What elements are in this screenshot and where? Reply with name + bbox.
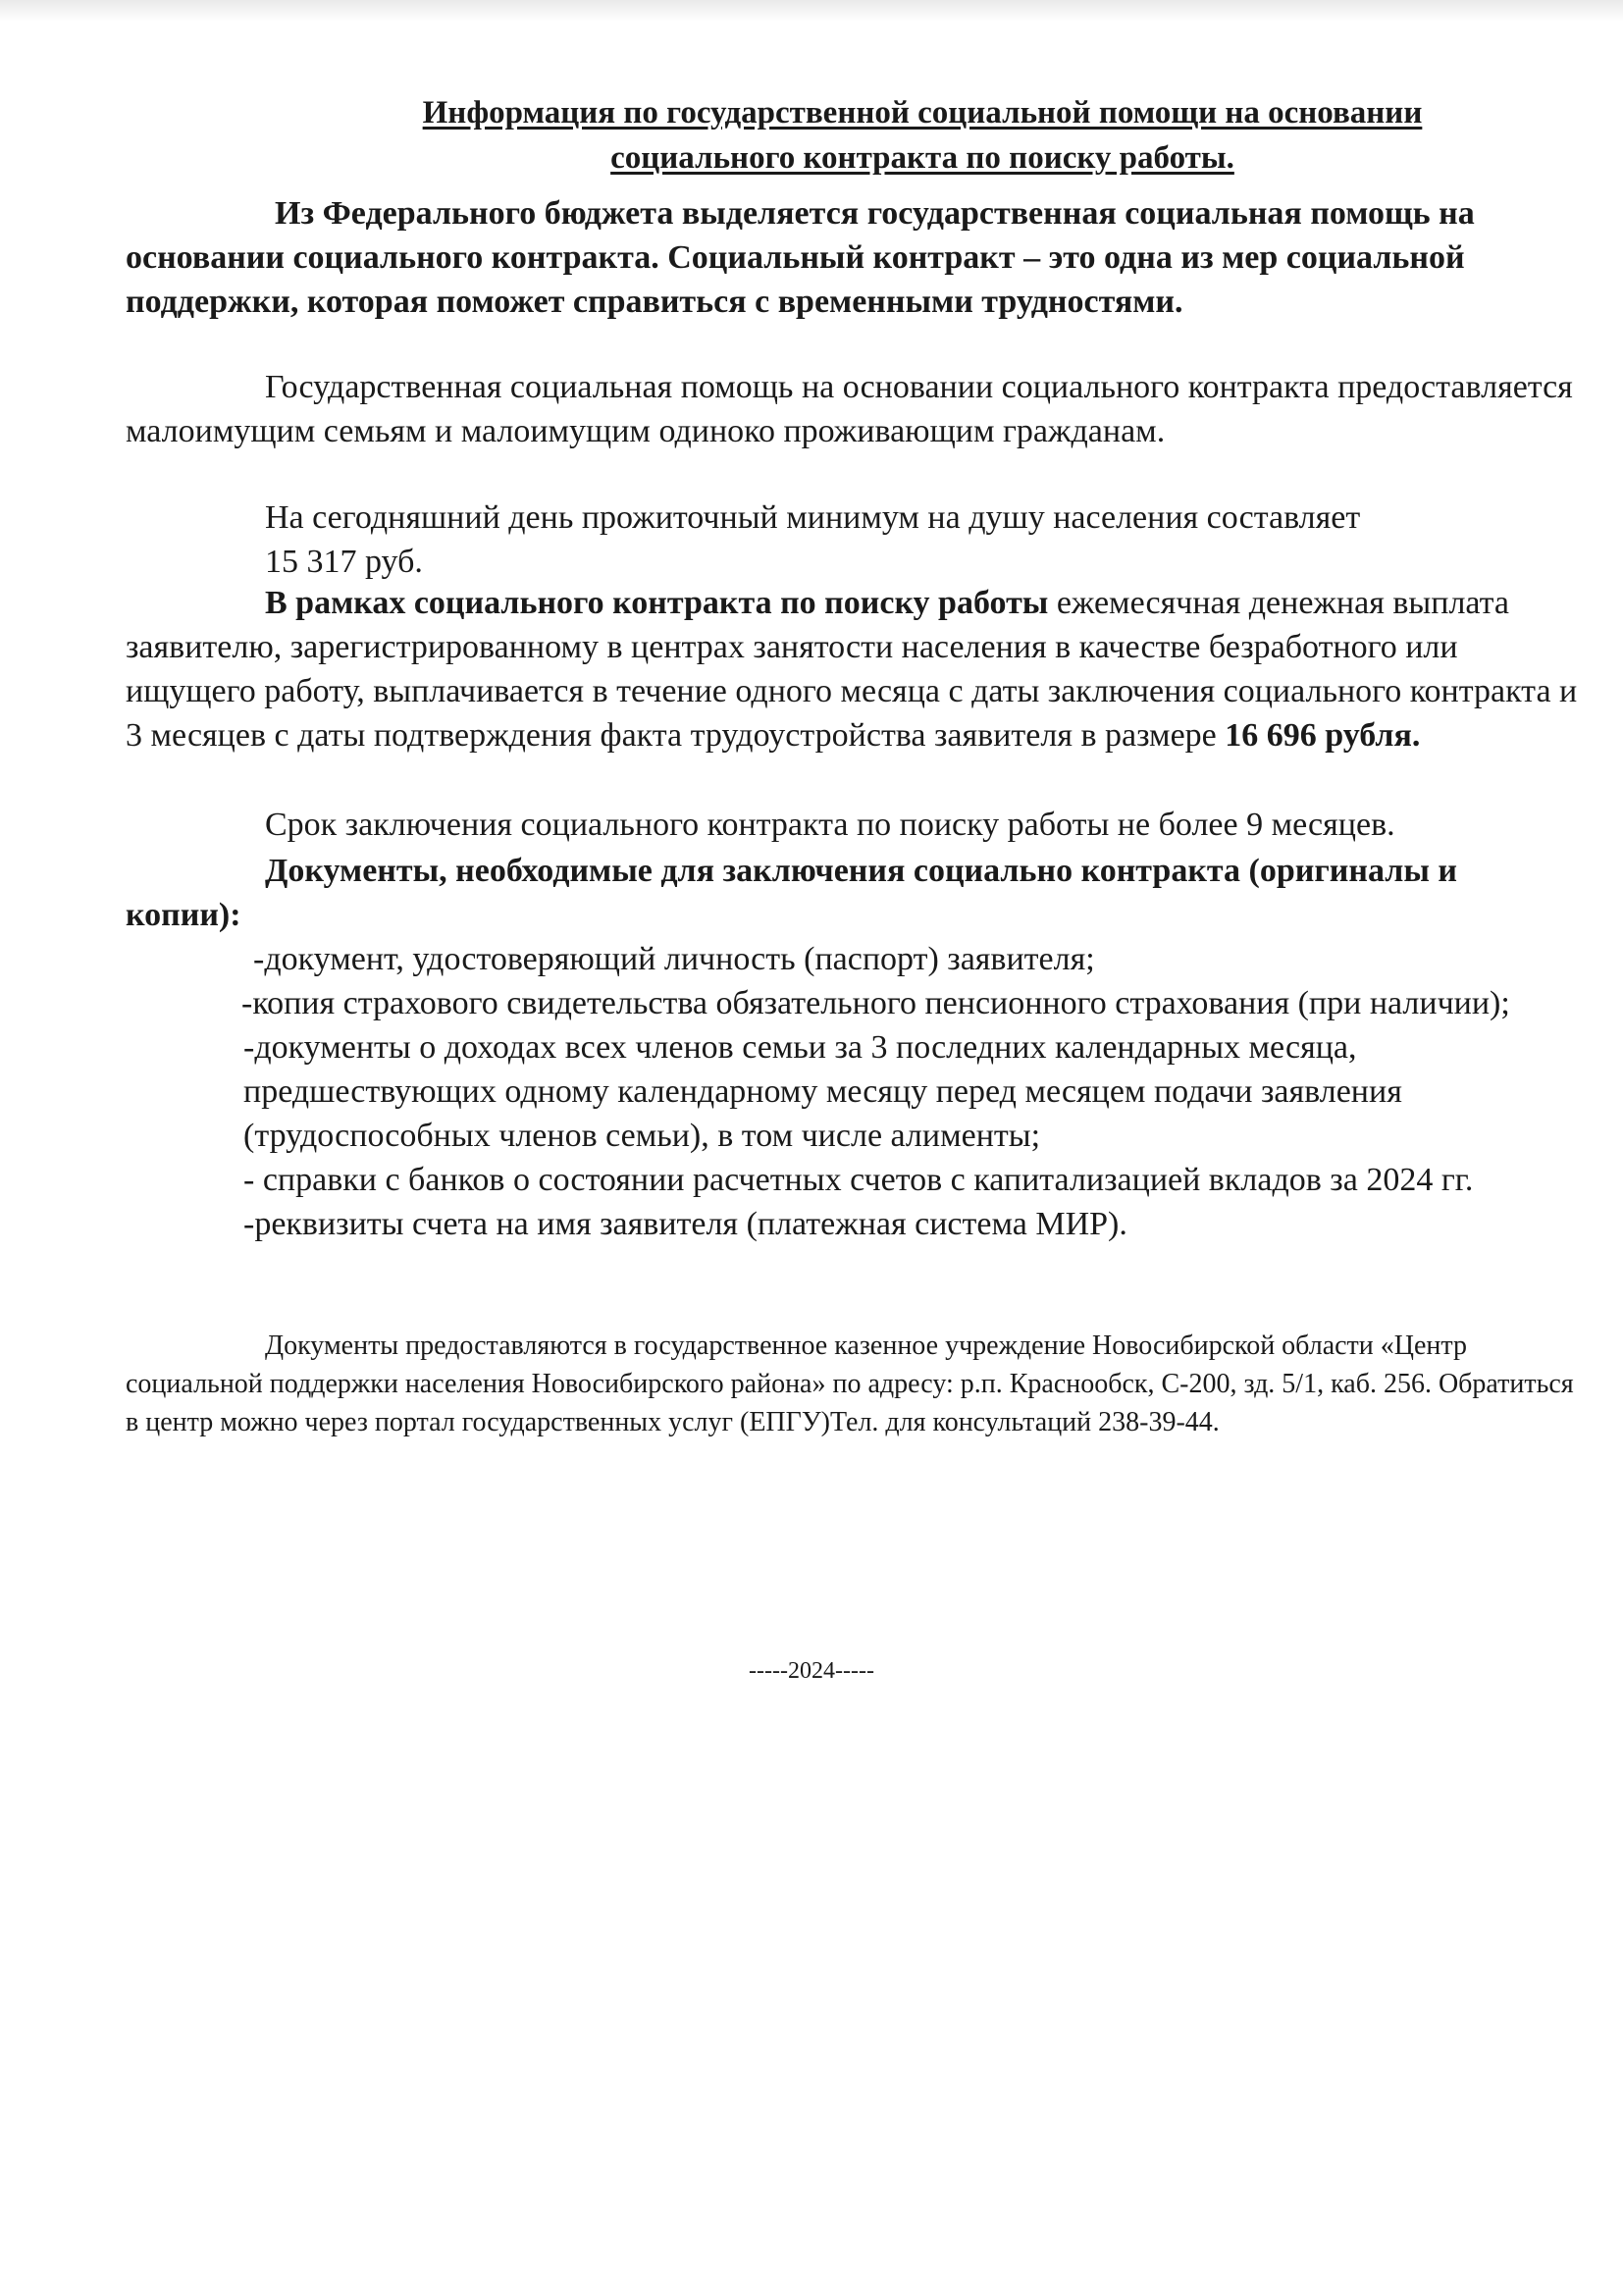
job-text: ежемесячная денежная выплата заявителю, зарегистрированному в центрах занятости населения в качестве безработного или ищущего работу, выплачивается в течение одного месяца с даты заключения социального контракта и 3 месяцев с даты подтверждения факта трудоустройства заявителя в размере [126, 585, 1578, 754]
minimum-text: На сегодняшний день прожиточный минимум на душу населения составляет [265, 499, 1361, 536]
intro-paragraph [126, 191, 1578, 324]
minimum-paragraph [126, 496, 1578, 584]
docs-list [126, 937, 1578, 1246]
title-line-1: Информация по государственной социальной помощи на основании [422, 95, 1423, 130]
docs-heading [126, 849, 1578, 937]
docs-item: -реквизиты счета на имя заявителя (платежная система МИР). [243, 1206, 1127, 1242]
intro-text: Из Федерального бюджета выделяется государственная социальная помощь на основании социального контракта. Социальный контракт – это одна из мер социальной поддержки, которая поможет справиться с временными трудностями. [126, 195, 1475, 320]
docs-item-wrap [126, 981, 1578, 1025]
footer-year: -----2024----- [749, 1658, 874, 1684]
docs-item: -документ, удостоверяющий личность (паспорт) заявителя; [253, 941, 1095, 977]
title-line-2: социального контракта по поиску работы. [610, 140, 1234, 176]
contacts-text: Документы предоставляются в государственное казенное учреждение Новосибирской области «Центр социальной поддержки населения Новосибирского района» по адресу: р.п. Краснообск, С-200, зд. 5/1, каб. 256. Обратиться в центр можно через портал государственных услуг (ЕПГУ)Тел. для консультаций 238-39-44. [126, 1331, 1574, 1437]
docs-item: - справки с банков о состоянии расчетных счетов с капитализацией вкладов за 2024 гг. [243, 1162, 1474, 1198]
term-paragraph [126, 803, 1578, 847]
recipients-paragraph [126, 365, 1578, 453]
contacts-paragraph [126, 1327, 1578, 1441]
job-bold-text: В рамках социального контракта по поиску работы [265, 585, 1049, 621]
term-text: Срок заключения социального контракта по поиску работы не более 9 месяцев. [265, 807, 1395, 843]
docs-item: -копия страхового свидетельства обязательного пенсионного страхования (при наличии); [241, 985, 1510, 1021]
recipients-text: Государственная социальная помощь на основании социального контракта предоставляется малоимущим семьям и малоимущим одиноко проживающим гражданам. [126, 369, 1573, 449]
docs-item: -документы о доходах всех членов семьи за 3 последних календарных месяца, предшествующих одному календарному месяцу перед месяцем подачи заявления (трудоспособных членов семьи), в том числе алименты; [243, 1029, 1402, 1154]
minimum-value: 15 317 руб. [265, 544, 423, 580]
job-paragraph [126, 581, 1578, 757]
document-title [294, 90, 1550, 181]
job-amount: 16 696 рубля. [1225, 717, 1421, 754]
docs-heading-text: Документы, необходимые для заключения социально контракта (оригиналы и копии): [126, 853, 1457, 933]
